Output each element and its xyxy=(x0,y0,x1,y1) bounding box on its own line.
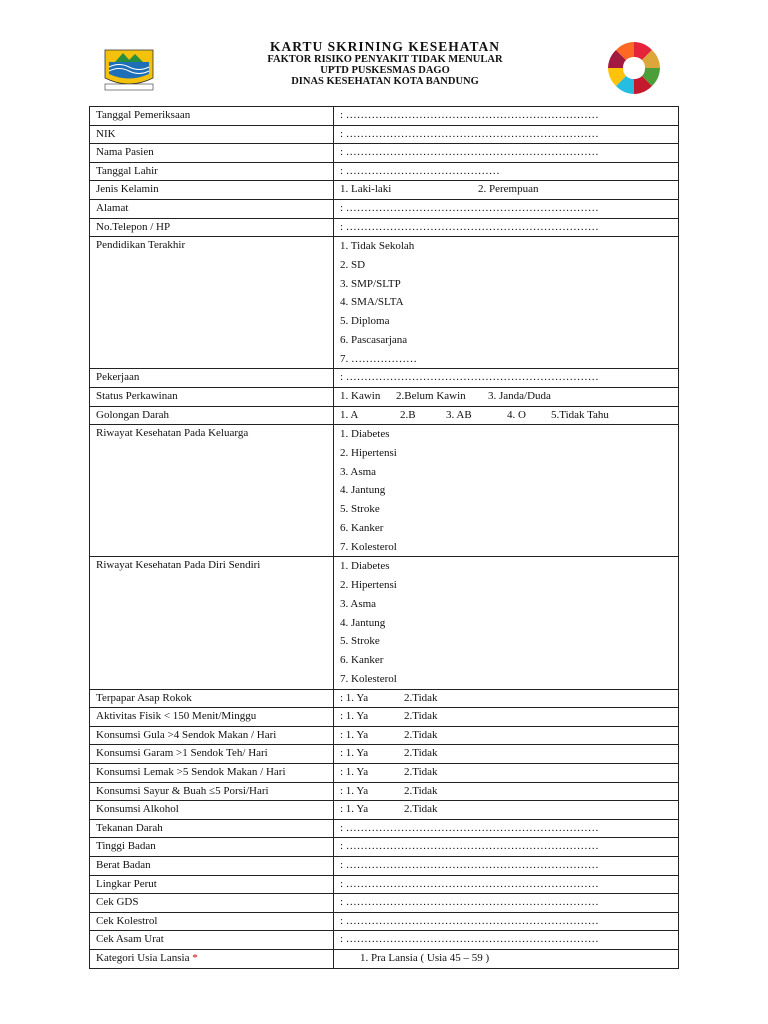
row-label: Konsumsi Lemak >5 Sendok Makan / Hari xyxy=(90,764,334,783)
row-label: Terpapar Asap Rokok xyxy=(90,689,334,708)
row-label: Tinggi Badan xyxy=(90,838,334,857)
row-label: Pekerjaan xyxy=(90,369,334,388)
row-label: Status Perkawinan xyxy=(90,388,334,407)
family-history-options xyxy=(334,425,679,557)
option-yes[interactable]: : 1. Ya xyxy=(340,803,369,816)
option-item[interactable]: 6. Kanker xyxy=(340,654,384,667)
option-no[interactable]: 2.Tidak xyxy=(404,784,438,797)
option-item[interactable]: 7. Kolesterol xyxy=(340,672,397,685)
education-options xyxy=(334,237,679,369)
fill-in-field[interactable]: : …………………………………………………………… xyxy=(334,199,679,218)
row-label: Konsumsi Alkohol xyxy=(90,801,334,820)
subtitle-line-3: DINAS KESEHATAN KOTA BANDUNG xyxy=(291,76,479,87)
option-item[interactable]: 6. Pascasarjana xyxy=(340,333,408,346)
yes-no-options xyxy=(334,726,679,745)
option-item[interactable]: 7. ……………… xyxy=(340,352,417,365)
row-label: Cek Kolestrol xyxy=(90,912,334,931)
table-row xyxy=(90,557,679,689)
blood-type-options xyxy=(334,406,679,425)
table-row xyxy=(90,181,679,200)
row-label: Cek Asam Urat xyxy=(90,931,334,950)
option-yes[interactable]: : 1. Ya xyxy=(340,728,369,741)
option-no[interactable]: 2.Tidak xyxy=(404,747,438,760)
table-row xyxy=(90,369,679,388)
row-label: Tanggal Pemeriksaan xyxy=(90,107,334,126)
table-row xyxy=(90,950,679,969)
gender-options xyxy=(334,181,679,200)
yes-no-options xyxy=(334,801,679,820)
option-item[interactable]: 4. Jantung xyxy=(340,484,386,497)
table-row xyxy=(90,237,679,369)
row-label: Konsumsi Sayur & Buah ≤5 Porsi/Hari xyxy=(90,782,334,801)
age-category-label: Kategori Usia Lansia xyxy=(96,952,190,964)
row-label: Riwayat Kesehatan Pada Keluarga xyxy=(90,425,334,557)
fill-in-field[interactable]: : …………………………………………………………… xyxy=(334,125,679,144)
table-row xyxy=(90,838,679,857)
option-yes[interactable]: : 1. Ya xyxy=(340,710,369,723)
table-row xyxy=(90,162,679,181)
row-label: Riwayat Kesehatan Pada Diri Sendiri xyxy=(90,557,334,689)
option-item[interactable]: 2. Hipertensi xyxy=(340,446,397,459)
option-no[interactable]: 2.Tidak xyxy=(404,691,438,704)
fill-in-field[interactable]: : …………………………………………………………… xyxy=(334,218,679,237)
option-yes[interactable]: : 1. Ya xyxy=(340,766,369,779)
screening-form-table xyxy=(89,106,679,969)
row-label: Berat Badan xyxy=(90,857,334,876)
option-no[interactable]: 2.Tidak xyxy=(404,803,438,816)
table-row xyxy=(90,912,679,931)
yes-no-options xyxy=(334,764,679,783)
subtitle-line-1: FAKTOR RISIKO PENYAKIT TIDAK MENULAR xyxy=(267,54,503,65)
document-title: KARTU SKRINING KESEHATAN xyxy=(269,39,501,54)
fill-in-field[interactable]: : …………………………………………………………… xyxy=(334,144,679,163)
row-label: Konsumsi Garam >1 Sendok Teh/ Hari xyxy=(90,745,334,764)
option-item[interactable]: 3. Asma xyxy=(340,465,377,478)
option-item[interactable]: 6. Kanker xyxy=(340,521,384,534)
table-row xyxy=(90,708,679,727)
fill-in-field[interactable]: : …………………………………… xyxy=(334,162,679,181)
option-pre-elderly[interactable]: 1. Pra Lansia ( Usia 45 – 59 ) xyxy=(360,952,490,964)
row-label: No.Telepon / HP xyxy=(90,218,334,237)
health-program-logo xyxy=(604,38,664,98)
row-label: Lingkar Perut xyxy=(90,875,334,894)
table-row xyxy=(90,819,679,838)
option-item[interactable]: 5. Stroke xyxy=(340,635,380,648)
table-row xyxy=(90,894,679,913)
table-row xyxy=(90,801,679,820)
option-yes[interactable]: : 1. Ya xyxy=(340,691,369,704)
option-item[interactable]: 7. Kolesterol xyxy=(340,540,397,553)
table-row xyxy=(90,782,679,801)
table-row xyxy=(90,745,679,764)
row-label: Pendidikan Terakhir xyxy=(90,237,334,369)
option-item[interactable]: 5. Stroke xyxy=(340,503,380,516)
row-label: Cek GDS xyxy=(90,894,334,913)
option-no[interactable]: 2.Tidak xyxy=(404,710,438,723)
row-label: Golongan Darah xyxy=(90,406,334,425)
fill-in-field[interactable]: : …………………………………………………………… xyxy=(334,838,679,857)
fill-in-field[interactable]: : …………………………………………………………… xyxy=(334,912,679,931)
option-b[interactable]: 2.B xyxy=(400,408,416,421)
row-label: Konsumsi Gula >4 Sendok Makan / Hari xyxy=(90,726,334,745)
table-row xyxy=(90,107,679,126)
table-row xyxy=(90,764,679,783)
table-row xyxy=(90,144,679,163)
option-female[interactable]: 2. Perempuan xyxy=(478,183,539,196)
fill-in-field[interactable]: : …………………………………………………………… xyxy=(334,931,679,950)
option-item[interactable]: 3. Asma xyxy=(340,597,377,610)
option-item[interactable]: 4. Jantung xyxy=(340,616,386,629)
fill-in-field[interactable]: : …………………………………………………………… xyxy=(334,107,679,126)
table-row xyxy=(90,425,679,557)
option-single[interactable]: 2.Belum Kawin xyxy=(396,390,466,402)
option-yes[interactable]: : 1. Ya xyxy=(340,784,369,797)
table-row xyxy=(90,875,679,894)
option-item[interactable]: 2. SD xyxy=(340,258,366,271)
yes-no-options xyxy=(334,689,679,708)
option-item[interactable]: 1. Diabetes xyxy=(340,560,390,573)
option-male[interactable]: 1. Laki-laki xyxy=(340,183,392,196)
row-label xyxy=(90,950,334,969)
option-a[interactable]: 1. A xyxy=(340,408,359,421)
table-row xyxy=(90,406,679,425)
row-label: Jenis Kelamin xyxy=(90,181,334,200)
table-row xyxy=(90,726,679,745)
option-item[interactable]: 1. Diabetes xyxy=(340,428,390,441)
table-row xyxy=(90,388,679,407)
row-label: Alamat xyxy=(90,199,334,218)
table-row xyxy=(90,218,679,237)
option-item[interactable]: 3. SMP/SLTP xyxy=(340,277,401,290)
option-yes[interactable]: : 1. Ya xyxy=(340,747,369,760)
yes-no-options xyxy=(334,745,679,764)
table-row xyxy=(90,931,679,950)
option-widowed[interactable]: 3. Janda/Duda xyxy=(488,390,551,402)
option-ab[interactable]: 3. AB xyxy=(446,408,472,421)
table-row xyxy=(90,125,679,144)
option-no[interactable]: 2.Tidak xyxy=(404,766,438,779)
table-row xyxy=(90,199,679,218)
option-married[interactable]: 1. Kawin xyxy=(340,390,381,402)
fill-in-field[interactable]: : …………………………………………………………… xyxy=(334,875,679,894)
row-label: Nama Pasien xyxy=(90,144,334,163)
table-row xyxy=(90,689,679,708)
row-label: NIK xyxy=(90,125,334,144)
required-asterisk: * xyxy=(192,952,198,964)
option-item[interactable]: 5. Diploma xyxy=(340,315,390,328)
yes-no-options xyxy=(334,708,679,727)
city-emblem-logo xyxy=(101,48,157,92)
document-header xyxy=(0,0,768,100)
fill-in-field[interactable]: : …………………………………………………………… xyxy=(334,369,679,388)
personal-history-options xyxy=(334,557,679,689)
option-item[interactable]: 4. SMA/SLTA xyxy=(340,296,404,309)
option-no[interactable]: 2.Tidak xyxy=(404,728,438,741)
age-category-options xyxy=(334,950,679,969)
header-titles xyxy=(200,40,570,87)
option-unknown[interactable]: 5.Tidak Tahu xyxy=(551,408,609,421)
row-label: Tanggal Lahir xyxy=(90,162,334,181)
row-label: Tekanan Darah xyxy=(90,819,334,838)
fill-in-field[interactable]: : …………………………………………………………… xyxy=(334,819,679,838)
fill-in-field[interactable]: : …………………………………………………………… xyxy=(334,894,679,913)
option-item[interactable]: 1. Tidak Sekolah xyxy=(340,240,415,253)
option-item[interactable]: 2. Hipertensi xyxy=(340,579,397,592)
row-label: Aktivitas Fisik < 150 Menit/Minggu xyxy=(90,708,334,727)
fill-in-field[interactable]: : …………………………………………………………… xyxy=(334,857,679,876)
subtitle-line-2: UPTD PUSKESMAS DAGO xyxy=(320,65,450,76)
yes-no-options xyxy=(334,782,679,801)
table-row xyxy=(90,857,679,876)
option-o[interactable]: 4. O xyxy=(507,408,526,421)
marital-options xyxy=(334,388,679,407)
